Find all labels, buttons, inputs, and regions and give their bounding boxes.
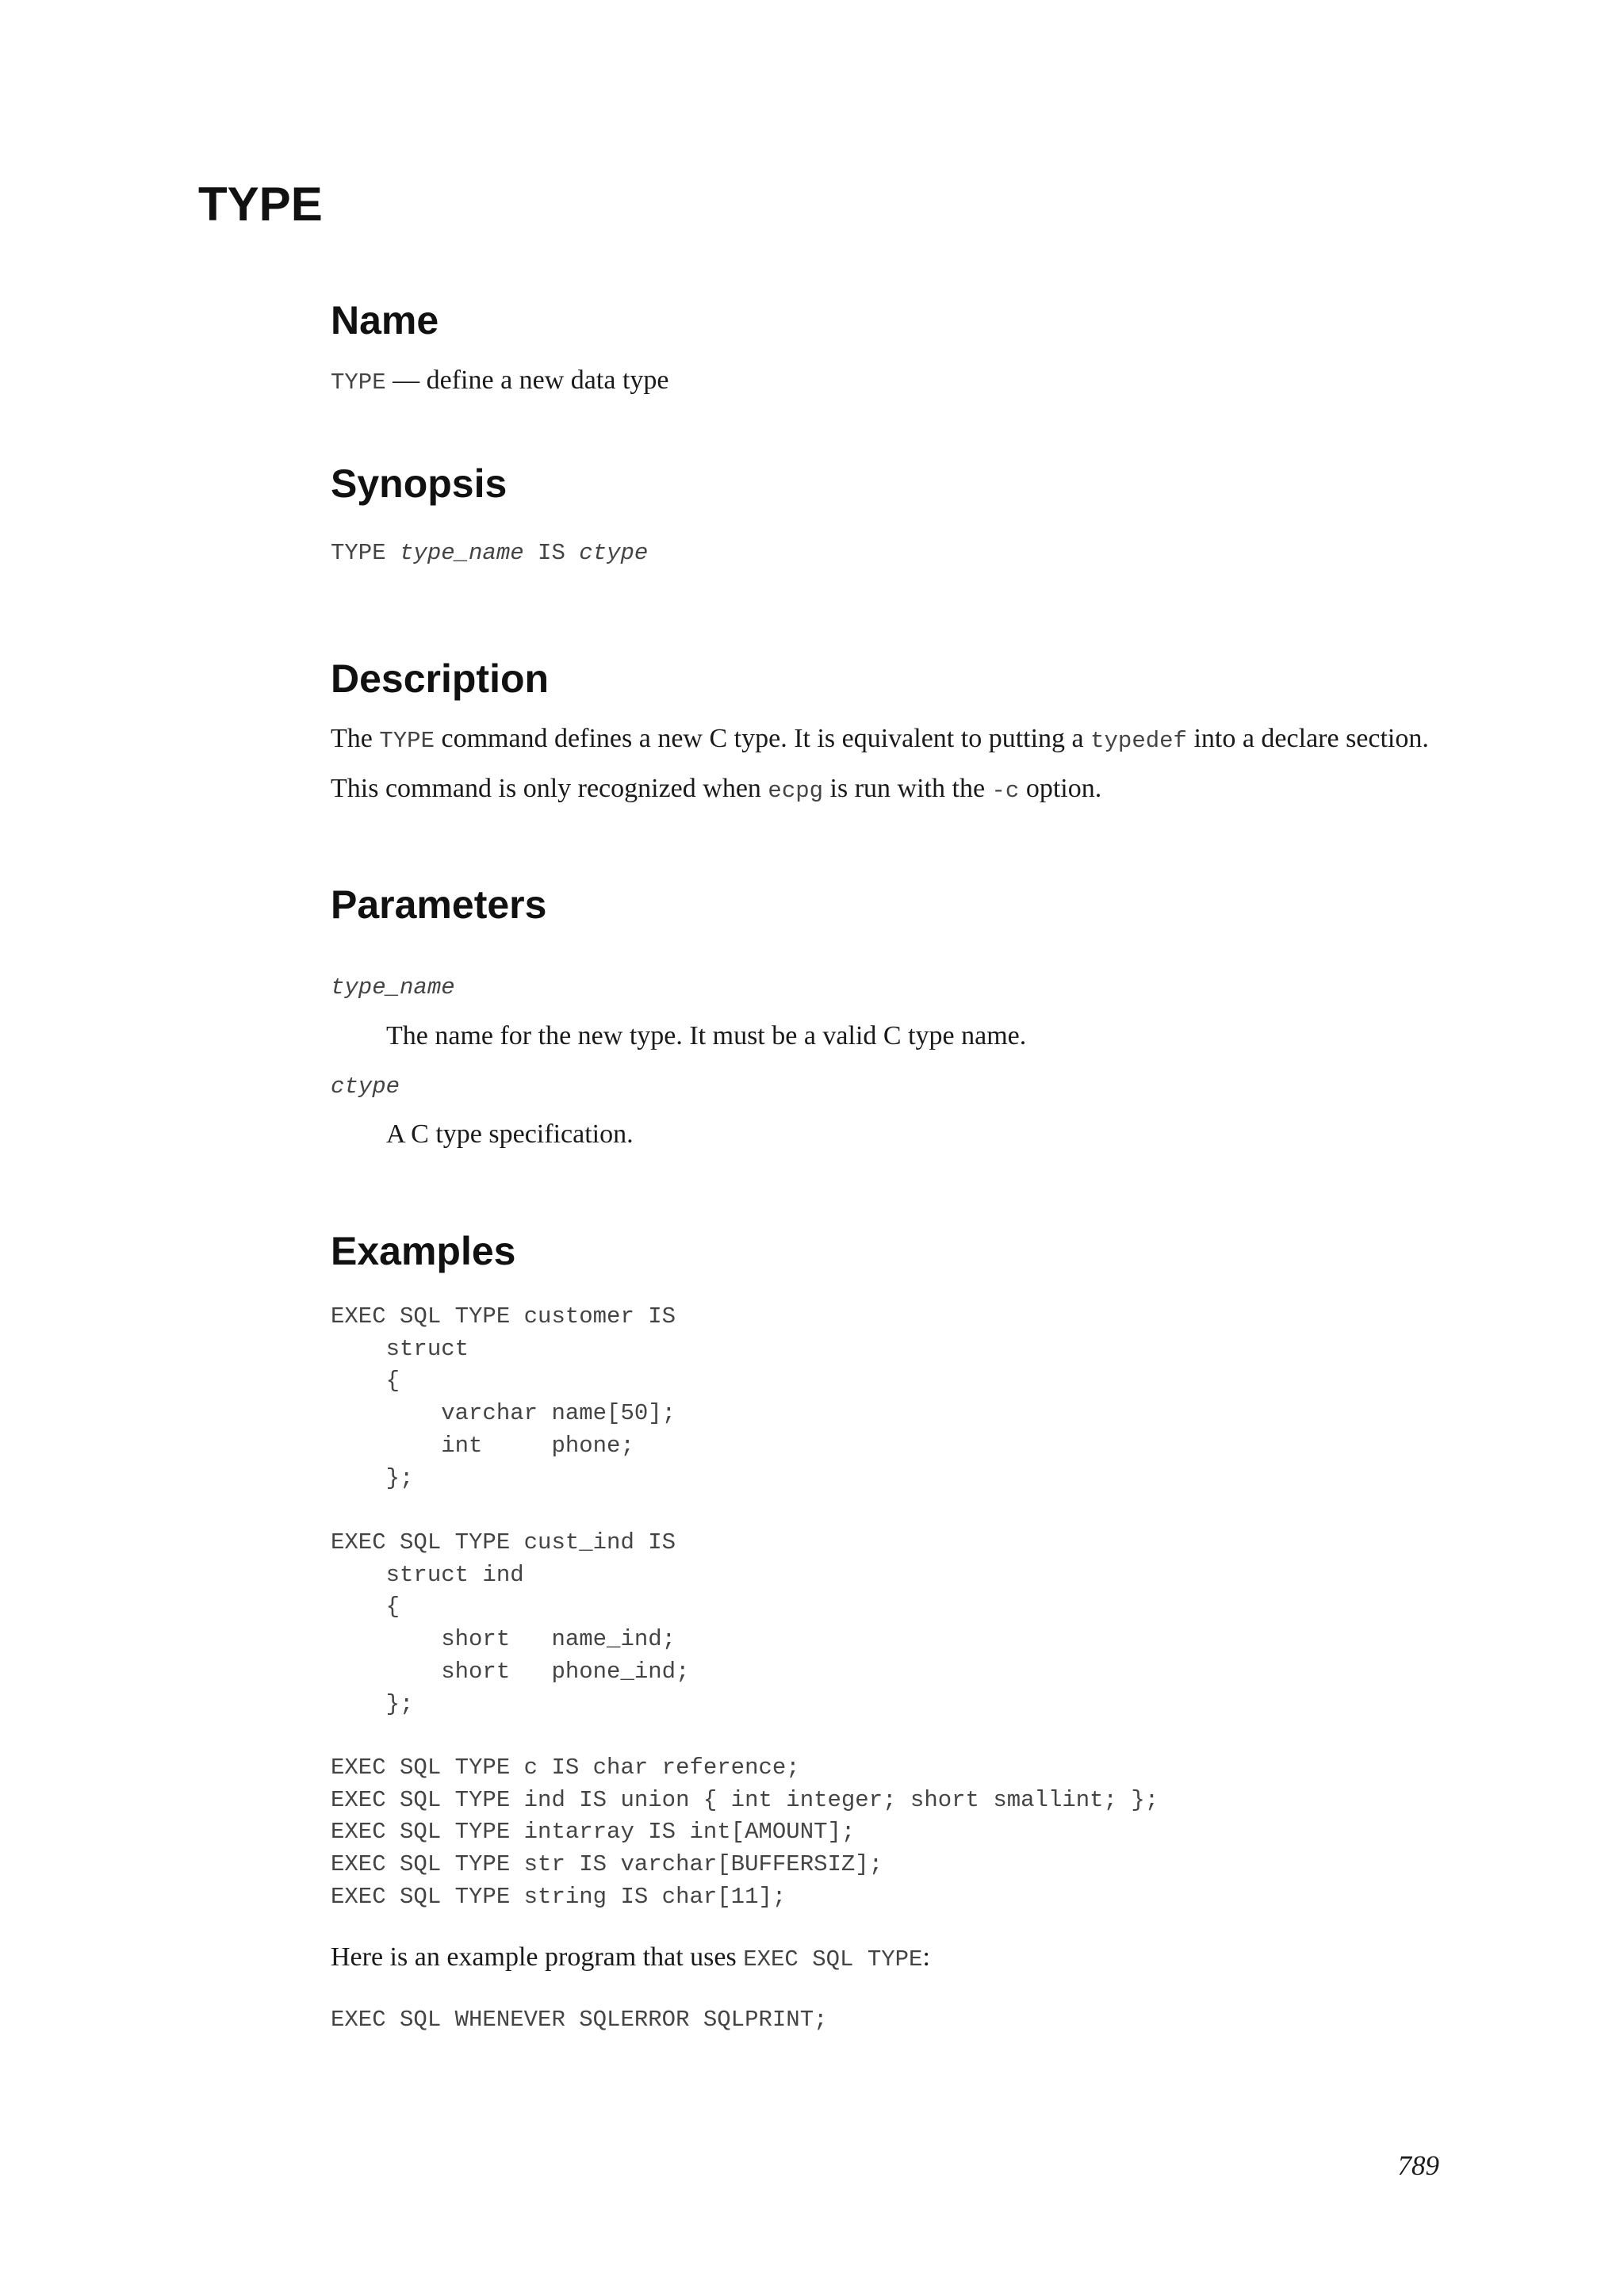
code-c-option: -c <box>991 778 1020 804</box>
text-run: is run with the <box>823 774 992 803</box>
page-title: TYPE <box>198 178 323 231</box>
synopsis-line <box>331 535 648 569</box>
synopsis-heading: Synopsis <box>331 461 508 506</box>
parameter-term-type-name: type_name <box>331 974 455 1001</box>
code-example-whenever: EXEC SQL WHENEVER SQLERROR SQLPRINT; <box>331 2007 828 2033</box>
page-number: 789 <box>1397 2150 1439 2181</box>
text-run: option. <box>1019 774 1102 803</box>
parameters-heading: Parameters <box>331 882 547 927</box>
description-paragraph-1 <box>331 723 1429 757</box>
name-heading: Name <box>331 298 439 342</box>
synopsis-keyword-type: TYPE <box>331 540 400 566</box>
description-paragraph-2 <box>331 773 1101 807</box>
parameter-definition-ctype: A C type specification. <box>386 1119 634 1149</box>
examples-heading: Examples <box>331 1229 516 1273</box>
text-run: : <box>922 1942 930 1972</box>
command-name: TYPE <box>331 369 386 396</box>
text-run: into a declare section. <box>1186 724 1429 753</box>
synopsis-arg-ctype: ctype <box>579 540 649 566</box>
code-type: TYPE <box>379 728 435 754</box>
code-ecpg: ecpg <box>768 778 824 804</box>
synopsis-arg-type-name: type_name <box>400 540 524 566</box>
code-example-cust-ind: EXEC SQL TYPE cust_ind IS struct ind { short name_ind; short phone_ind; }; <box>331 1529 690 1717</box>
parameter-definition-type-name: The name for the new type. It must be a valid C type name. <box>386 1021 1027 1050</box>
text-run: The <box>331 724 380 753</box>
name-summary: — define a new data type <box>385 365 669 395</box>
description-heading: Description <box>331 656 550 701</box>
text-run: command defines a new C type. It is equivalent to putting a <box>434 724 1091 753</box>
code-example-type-list: EXEC SQL TYPE c IS char reference; EXEC SQL TYPE ind IS union { int integer; short smallint; }; EXEC SQL TYPE intarray IS int[AMOUNT]; EXEC SQL TYPE str IS varchar[BUFFERSIZ]; EXEC SQL TYPE string IS char[11]; <box>331 1755 1159 1910</box>
name-description <box>331 365 668 399</box>
text-run: Here is an example program that uses <box>331 1942 744 1972</box>
example-program-intro <box>331 1942 930 1976</box>
code-example-customer: EXEC SQL TYPE customer IS struct { varchar name[50]; int phone; }; <box>331 1303 676 1491</box>
code-exec-sql-type: EXEC SQL TYPE <box>743 1946 923 1973</box>
parameter-term-ctype: ctype <box>331 1073 400 1100</box>
synopsis-keyword-is: IS <box>523 540 580 566</box>
code-typedef: typedef <box>1090 728 1187 754</box>
text-run: This command is only recognized when <box>331 774 768 803</box>
